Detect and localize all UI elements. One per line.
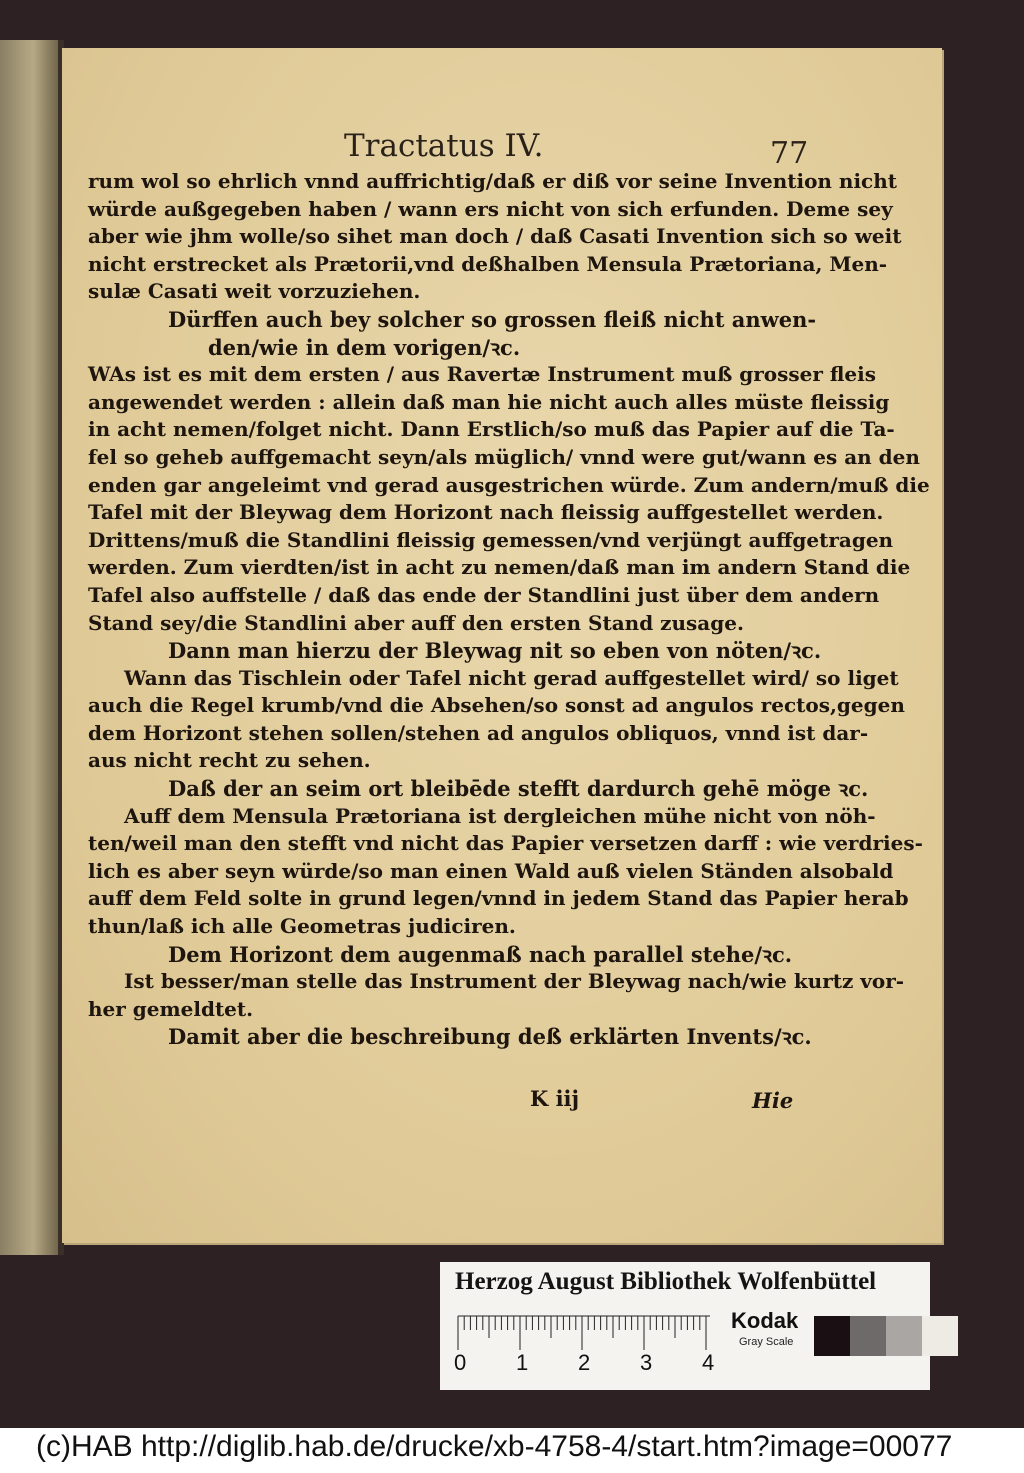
- footer-url-bar: [0, 1428, 1024, 1473]
- text-line: aber wie jhm wolle/so sihet man doch / daß Casati Invention sich so weit: [88, 224, 902, 249]
- text-line: ten/weil man den stefft vnd nicht das Papier versetzen darff : wie verdries-: [88, 831, 923, 856]
- text-line: Tafel also auffstelle / daß das ende der Standlini just über dem andern: [88, 582, 880, 607]
- text-line: dem Horizont stehen sollen/stehen ad angulos obliquos, vnnd ist dar-: [88, 720, 869, 745]
- text-line: aus nicht recht zu sehen.: [88, 748, 371, 773]
- quoted-heading: den/wie in dem vorigen/ꝛc.: [208, 334, 521, 360]
- gray-scale-label: Gray Scale: [739, 1336, 794, 1348]
- text-line: angewendet werden : allein daß man hie nicht auch alles müste fleissig: [88, 389, 890, 414]
- quoted-heading: Damit aber die beschreibung deß erklärten Invents/ꝛc.: [168, 1024, 812, 1050]
- text-line: thun/laß ich alle Geometras judiciren.: [88, 914, 516, 939]
- text-line: auff dem Feld solte in grund legen/vnnd in jedem Stand das Papier herab: [88, 886, 909, 911]
- text-line: Stand sey/die Standlini aber auff den ersten Stand zusage.: [88, 610, 744, 635]
- text-line: Ist besser/man stelle das Instrument der Bleywag nach/wie kurtz vor-: [124, 969, 905, 994]
- text-line: lich es aber seyn würde/so man einen Wald auß vielen Ständen alsobald: [88, 858, 894, 883]
- text-line: enden gar angeleimt vnd gerad ausgestrichen würde. Zum andern/muß die: [88, 472, 930, 497]
- gray-swatch-black: [814, 1316, 850, 1356]
- text-line: auch die Regel krumb/vnd die Absehen/so sonst ad angulos rectos,gegen: [88, 693, 905, 718]
- text-line: nicht erstrecket als Prætorii,vnd deßhalben Mensula Prætoriana, Men-: [88, 251, 888, 276]
- gray-swatch-dark: [850, 1316, 886, 1356]
- text-line: rum wol so ehrlich vnnd auffrichtig/daß er diß vor seine Invention nicht: [88, 169, 898, 193]
- quoted-heading: Dürffen auch bey solcher so grossen fleiß nicht anwen-: [168, 306, 817, 332]
- text-line: WAs ist es mit dem ersten / aus Ravertæ Instrument muß grosser fleis: [88, 362, 877, 387]
- gray-swatch-white: [922, 1316, 958, 1356]
- ruler-number: 1: [516, 1350, 529, 1375]
- running-title: Tractatus IV.: [344, 128, 544, 164]
- library-label: Herzog August Bibliothek Wolfenbüttel: [455, 1268, 877, 1295]
- ruler-number: 4: [702, 1350, 715, 1375]
- catchword: Hie: [752, 1088, 794, 1113]
- gray-swatch-light: [886, 1316, 922, 1356]
- ruler-scale: [458, 1314, 710, 1354]
- ruler-number: 3: [640, 1350, 653, 1375]
- text-line: in acht nemen/folget nicht. Dann Erstlich/so muß das Papier auf die Ta-: [88, 417, 895, 442]
- text-line: her gemeldtet.: [88, 996, 254, 1021]
- ruler-number: 2: [578, 1350, 591, 1375]
- text-line: werden. Zum vierdten/ist in acht zu nemen/daß man im andern Stand die: [88, 555, 911, 580]
- text-line: sulæ Casati weit vorzuziehen.: [88, 279, 421, 304]
- ruler-number: 0: [454, 1350, 467, 1375]
- source-url: (c)HAB http://diglib.hab.de/drucke/xb-4758-4/start.htm?image=00077: [36, 1430, 953, 1463]
- quoted-heading: Dem Horizont dem augenmaß nach parallel stehe/ꝛc.: [168, 941, 793, 967]
- quoted-heading: Dann man hierzu der Bleywag nit so eben von nöten/ꝛc.: [168, 638, 822, 664]
- text-line: Tafel mit der Bleywag dem Horizont nach fleissig auffgestellet werden.: [88, 500, 884, 525]
- facing-page-edge: [0, 40, 60, 1255]
- quoted-heading: Daß der an seim ort bleibēde stefft dardurch gehē möge ꝛc.: [168, 776, 869, 802]
- color-target-card: [440, 1262, 930, 1390]
- signature-mark: K iij: [530, 1086, 580, 1111]
- text-line: fel so geheb auffgemacht seyn/als müglich/ vnnd were gut/wann es an den: [88, 444, 920, 469]
- page-body: [88, 168, 930, 1051]
- page-number: 77: [770, 136, 809, 171]
- text-line: würde außgegeben haben / wann ers nicht von sich erfunden. Deme sey: [88, 196, 893, 221]
- kodak-brand: Kodak: [731, 1308, 799, 1333]
- text-line: Drittens/muß die Standlini fleissig gemessen/vnd verjüngt auffgetragen: [88, 527, 894, 552]
- book-page: [62, 48, 942, 1243]
- text-line: Auff dem Mensula Prætoriana ist dergleichen mühe nicht von nöh-: [124, 803, 876, 828]
- text-line: Wann das Tischlein oder Tafel nicht gerad auffgestellet wird/ so liget: [124, 665, 899, 690]
